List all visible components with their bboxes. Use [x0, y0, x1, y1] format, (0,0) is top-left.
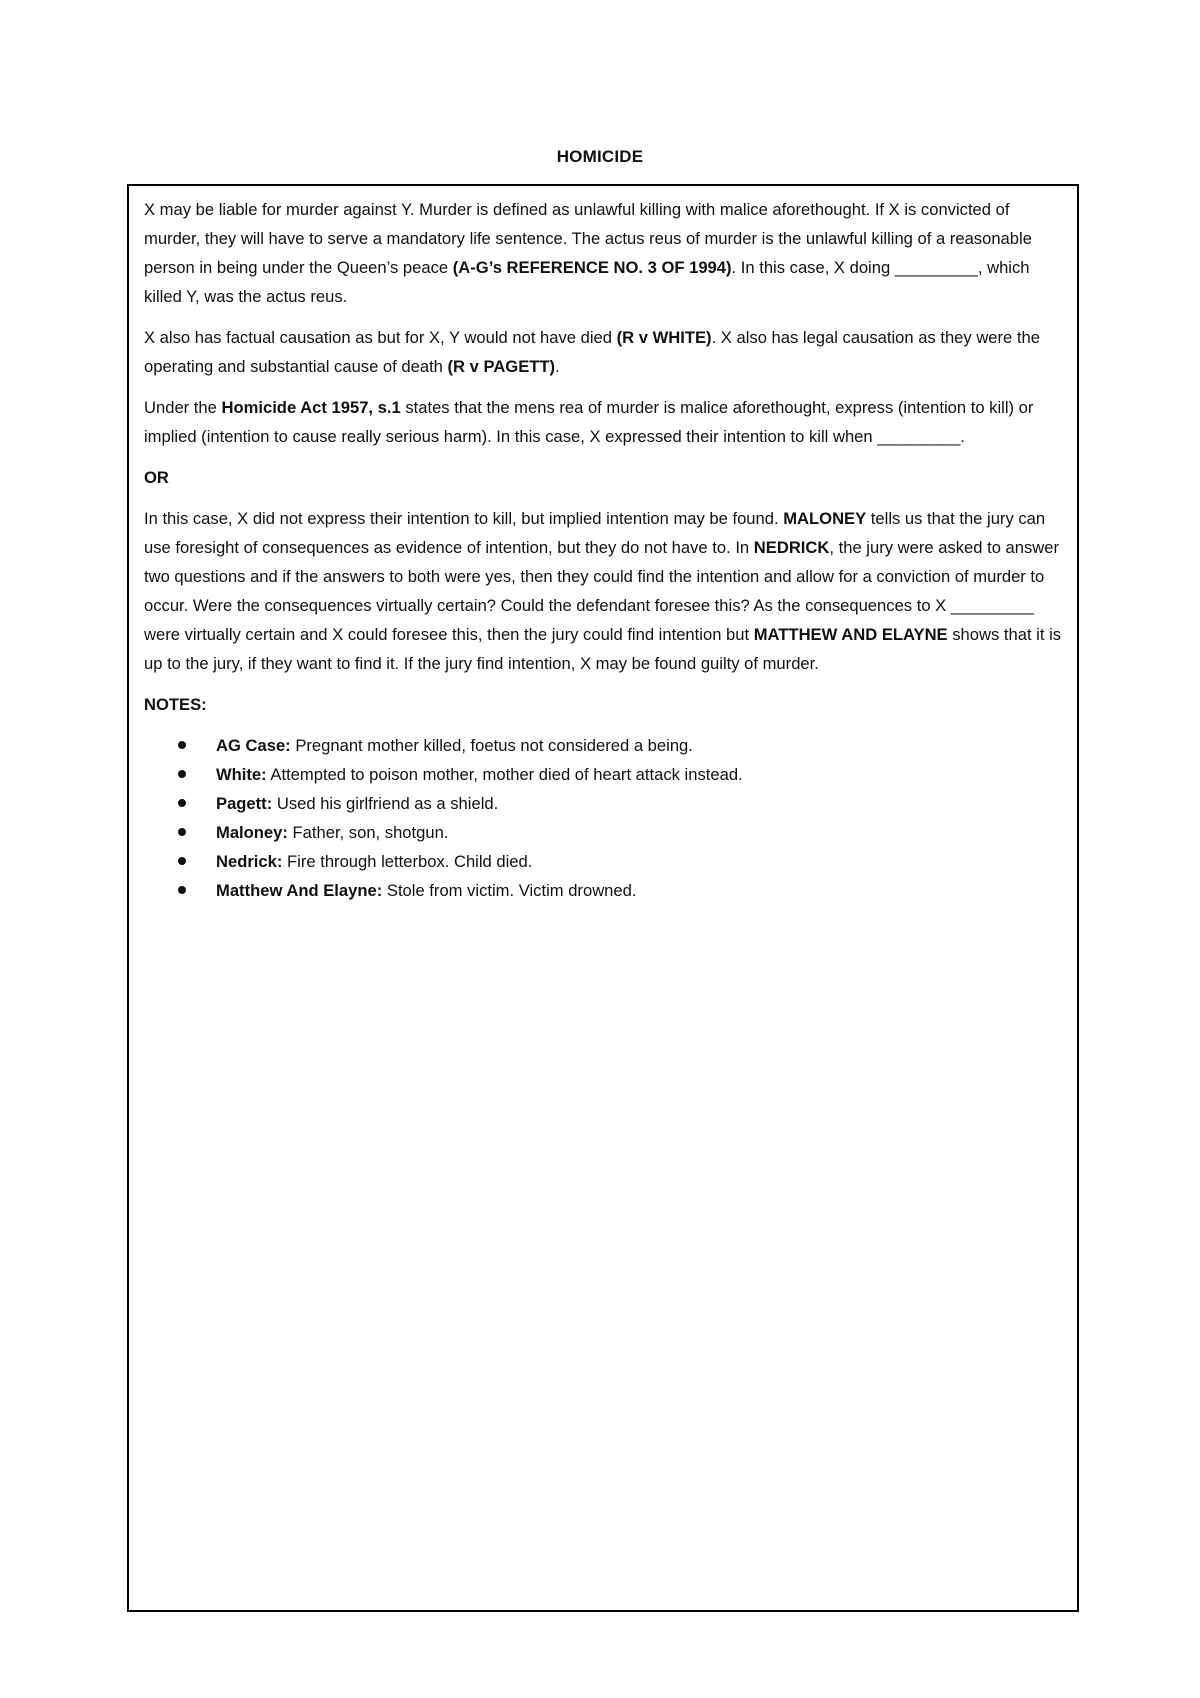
note-case-name: White: — [216, 765, 267, 784]
note-description: Used his girlfriend as a shield. — [272, 794, 499, 813]
note-item — [174, 760, 1063, 789]
text-segment: states that the mens rea of murder is malice aforethought, express (intention to kill) or implied (intention to cause really serious harm). In this case, X expressed their intention to kill when _________. — [144, 398, 1034, 446]
note-item — [174, 731, 1063, 760]
bold-citation: (R v PAGETT) — [447, 357, 556, 376]
bold-citation: (R v WHITE) — [616, 328, 712, 347]
text-segment: tells us that the jury can use foresight of consequences as evidence of intention, but they do not have to. In — [144, 509, 1046, 557]
bullet-icon — [178, 741, 186, 749]
notes-list — [144, 731, 1063, 905]
note-description: Stole from victim. Victim drowned. — [382, 881, 637, 900]
note-case-name: AG Case: — [216, 736, 291, 755]
text-segment: . — [555, 357, 560, 376]
bullet-icon — [178, 828, 186, 836]
text-segment: , the jury were asked to answer two questions and if the answers to both were yes, then they could find the intention and allow for a conviction of murder to occur. Were the consequences virtually certain? Could the defendant foresee this? As the consequences to X _________ were virtually certain and X could foresee this, then the jury could find intention but — [144, 538, 1060, 644]
page-title: HOMICIDE — [556, 147, 644, 166]
note-case-name: Maloney: — [216, 823, 288, 842]
text-segment: Under the — [144, 398, 222, 417]
note-case-name: Matthew And Elayne: — [216, 881, 383, 900]
bold-citation: MALONEY — [783, 509, 867, 528]
bullet-icon — [178, 799, 186, 807]
bullet-icon — [178, 857, 186, 865]
paragraph-mens-rea — [144, 393, 1063, 451]
note-description: Fire through letterbox. Child died. — [282, 852, 533, 871]
bold-citation: MATTHEW AND ELAYNE — [753, 625, 948, 644]
note-description: Pregnant mother killed, foetus not considered a being. — [290, 736, 693, 755]
text-segment: X may be liable for murder against Y. Murder is defined as unlawful killing with malice aforethought. If X is convicted of murder, they will have to serve a mandatory life sentence. The actus reus of murder is the unlawful killing of a reasonable person in being under the Queen’s peace — [144, 200, 1032, 277]
text-segment: In this case, X did not express their intention to kill, but implied intention may be found. — [144, 509, 784, 528]
content-box — [127, 184, 1079, 1612]
note-description: Attempted to poison mother, mother died of heart attack instead. — [266, 765, 743, 784]
note-case-name: Nedrick: — [216, 852, 283, 871]
note-item — [174, 876, 1063, 905]
bold-citation: NEDRICK — [753, 538, 830, 557]
paragraph-actus-reus — [144, 195, 1063, 311]
bullet-icon — [178, 770, 186, 778]
bullet-icon — [178, 886, 186, 894]
note-item — [174, 789, 1063, 818]
text-segment: . In this case, X doing _________, which killed Y, was the actus reus. — [144, 258, 1030, 306]
bold-citation: Homicide Act 1957, s.1 — [221, 398, 401, 417]
paragraph-causation — [144, 323, 1063, 381]
note-case-name: Pagett: — [216, 794, 273, 813]
text-segment: shows that it is up to the jury, if they want to find it. If the jury find intention, X may be found guilty of murder. — [144, 625, 1062, 673]
note-item — [174, 847, 1063, 876]
text-segment: . X also has legal causation as they were the operating and substantial cause of death — [144, 328, 1040, 376]
note-item — [174, 818, 1063, 847]
bold-citation: (A-G’s REFERENCE NO. 3 OF 1994) — [452, 258, 732, 277]
text-segment: X also has factual causation as but for X, Y would not have died — [144, 328, 617, 347]
or-label: OR — [144, 468, 169, 487]
paragraph-implied-intention — [144, 504, 1063, 678]
note-description: Father, son, shotgun. — [287, 823, 449, 842]
notes-heading: NOTES: — [144, 695, 207, 714]
